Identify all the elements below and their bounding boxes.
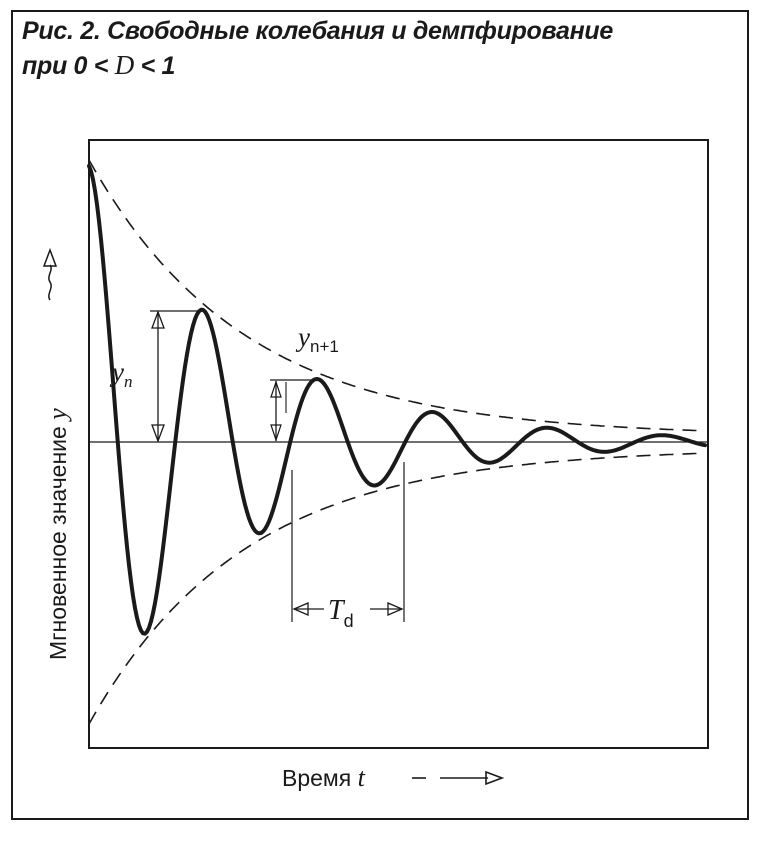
y-axis-label: Мгновенное значение y	[43, 408, 72, 660]
caption-line-2-suffix: < 1	[133, 52, 176, 80]
caption-line-2-prefix: при 0 <	[22, 52, 115, 80]
plot-area-border	[89, 140, 708, 748]
damped-oscillation-curve	[89, 166, 705, 634]
period-td-label: $T_d$	[328, 595, 354, 631]
x-axis-label: Время t	[282, 763, 365, 792]
yn1-label: $y_{n+1}$	[298, 322, 339, 356]
x-axis-arrow	[412, 772, 502, 784]
y-axis-arrow	[44, 250, 56, 300]
lower-envelope-curve	[89, 453, 705, 724]
caption-line-1: Рис. 2. Свободные колебания и демпфирование	[22, 17, 613, 45]
period-td-indicator	[292, 462, 404, 622]
caption-damping-symbol: D	[114, 50, 134, 80]
y-axis-label-group	[43, 408, 72, 660]
yn-label: $y_n$	[112, 357, 133, 391]
